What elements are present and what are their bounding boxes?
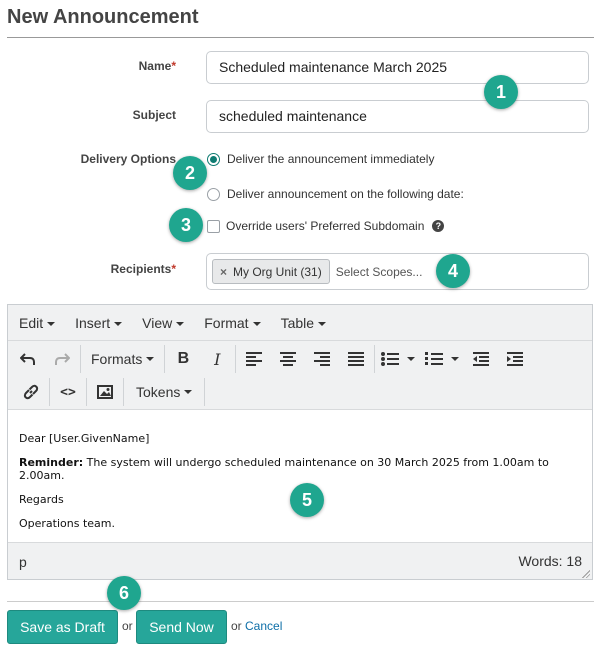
chevron-down-icon: [318, 322, 326, 326]
toolbar-divider: [49, 378, 50, 406]
toolbar-divider: [164, 345, 165, 373]
callout-marker-3: 3: [169, 208, 203, 242]
toolbar-divider: [123, 378, 124, 406]
align-center-icon[interactable]: [271, 344, 305, 374]
scopes-search-input[interactable]: Select Scopes...: [335, 264, 423, 279]
undo-icon[interactable]: [11, 344, 45, 374]
title-divider: [7, 37, 594, 38]
greeting-line: Dear [User.GivenName]: [19, 432, 150, 445]
reminder-paragraph: [19, 456, 562, 482]
chevron-down-icon: [176, 322, 184, 326]
help-icon[interactable]: ?: [432, 220, 444, 232]
align-left-icon[interactable]: [237, 344, 271, 374]
word-count: Words: 18: [518, 553, 582, 569]
bold-icon[interactable]: B: [177, 350, 190, 367]
override-subdomain-checkbox[interactable]: [207, 220, 220, 233]
numbered-list-icon[interactable]: [420, 344, 464, 374]
element-path[interactable]: p: [19, 554, 27, 570]
override-subdomain-label: Override users' Preferred Subdomain: [226, 219, 425, 233]
callout-marker-6: 6: [107, 576, 141, 610]
resize-handle-icon[interactable]: [582, 570, 590, 578]
menu-format[interactable]: Format: [204, 315, 260, 331]
menu-edit[interactable]: Edit: [19, 315, 55, 331]
callout-marker-1: 1: [484, 75, 518, 109]
chevron-down-icon: [451, 357, 459, 361]
tokens-dropdown[interactable]: Tokens: [125, 377, 203, 407]
italic-icon[interactable]: I: [214, 349, 221, 369]
toolbar-divider: [80, 345, 81, 373]
override-subdomain-option[interactable]: [207, 219, 444, 233]
menu-table[interactable]: Table: [281, 315, 326, 331]
chevron-down-icon: [184, 390, 192, 394]
delivery-scheduled-radio[interactable]: [207, 188, 220, 201]
bullet-list-icon[interactable]: [376, 344, 420, 374]
chevron-down-icon: [114, 322, 122, 326]
recipient-chip: [212, 259, 330, 284]
align-justify-icon[interactable]: [339, 344, 373, 374]
reminder-label: Reminder:: [19, 456, 84, 469]
or-separator: or: [122, 619, 133, 633]
callout-marker-4: 4: [436, 254, 470, 288]
toolbar-divider: [235, 345, 236, 373]
save-draft-button[interactable]: Save as Draft: [7, 610, 118, 644]
send-now-button[interactable]: Send Now: [136, 610, 227, 644]
chevron-down-icon: [253, 322, 261, 326]
remove-chip-icon[interactable]: ×: [220, 264, 228, 279]
editor-statusbar: [8, 544, 592, 580]
page-title: New Announcement: [7, 6, 199, 28]
name-label: Name*: [138, 59, 176, 73]
editor-menubar: [8, 305, 592, 341]
callout-marker-5: 5: [290, 483, 324, 517]
or-separator: or: [231, 619, 242, 633]
align-right-icon[interactable]: [305, 344, 339, 374]
delivery-immediately-radio[interactable]: [207, 153, 220, 166]
signature-line: Operations team.: [19, 517, 116, 530]
chevron-down-icon: [407, 357, 415, 361]
link-icon[interactable]: [14, 377, 48, 407]
regards-line: Regards: [19, 493, 64, 506]
delivery-scheduled-label: Deliver announcement on the following date:: [227, 187, 464, 201]
reminder-text: The system will undergo scheduled maintenance on 30 March 2025 from 1.00am to 2.00am.: [19, 456, 549, 482]
delivery-immediately-option[interactable]: [207, 152, 434, 166]
recipients-scope-picker[interactable]: [206, 253, 589, 290]
toolbar-divider: [86, 378, 87, 406]
editor-toolbar-row-1: [8, 342, 592, 376]
chevron-down-icon: [47, 322, 55, 326]
code-icon[interactable]: <>: [60, 384, 76, 400]
editor-content-area[interactable]: [8, 409, 592, 543]
delivery-scheduled-option[interactable]: [207, 187, 464, 201]
recipients-label: Recipients*: [110, 262, 176, 276]
footer-divider: [7, 601, 594, 602]
outdent-icon[interactable]: [464, 344, 498, 374]
toolbar-divider: [374, 345, 375, 373]
indent-icon[interactable]: [498, 344, 532, 374]
redo-icon[interactable]: [45, 344, 79, 374]
image-icon[interactable]: [88, 377, 122, 407]
editor-toolbar-row-2: [8, 376, 592, 408]
menu-insert[interactable]: Insert: [75, 315, 122, 331]
subject-label: Subject: [132, 108, 176, 122]
menu-view[interactable]: View: [142, 315, 184, 331]
chevron-down-icon: [146, 357, 154, 361]
subject-input[interactable]: scheduled maintenance: [206, 100, 589, 133]
formats-dropdown[interactable]: Formats: [82, 344, 163, 374]
recipient-chip-label: My Org Unit (31): [233, 264, 322, 279]
delivery-options-label: Delivery Options: [80, 152, 176, 166]
rich-text-editor: [7, 304, 593, 580]
delivery-immediately-label: Deliver the announcement immediately: [227, 152, 435, 166]
toolbar-divider: [204, 378, 205, 406]
name-input[interactable]: Scheduled maintenance March 2025: [206, 51, 589, 84]
callout-marker-2: 2: [173, 156, 207, 190]
cancel-link[interactable]: Cancel: [245, 619, 283, 633]
